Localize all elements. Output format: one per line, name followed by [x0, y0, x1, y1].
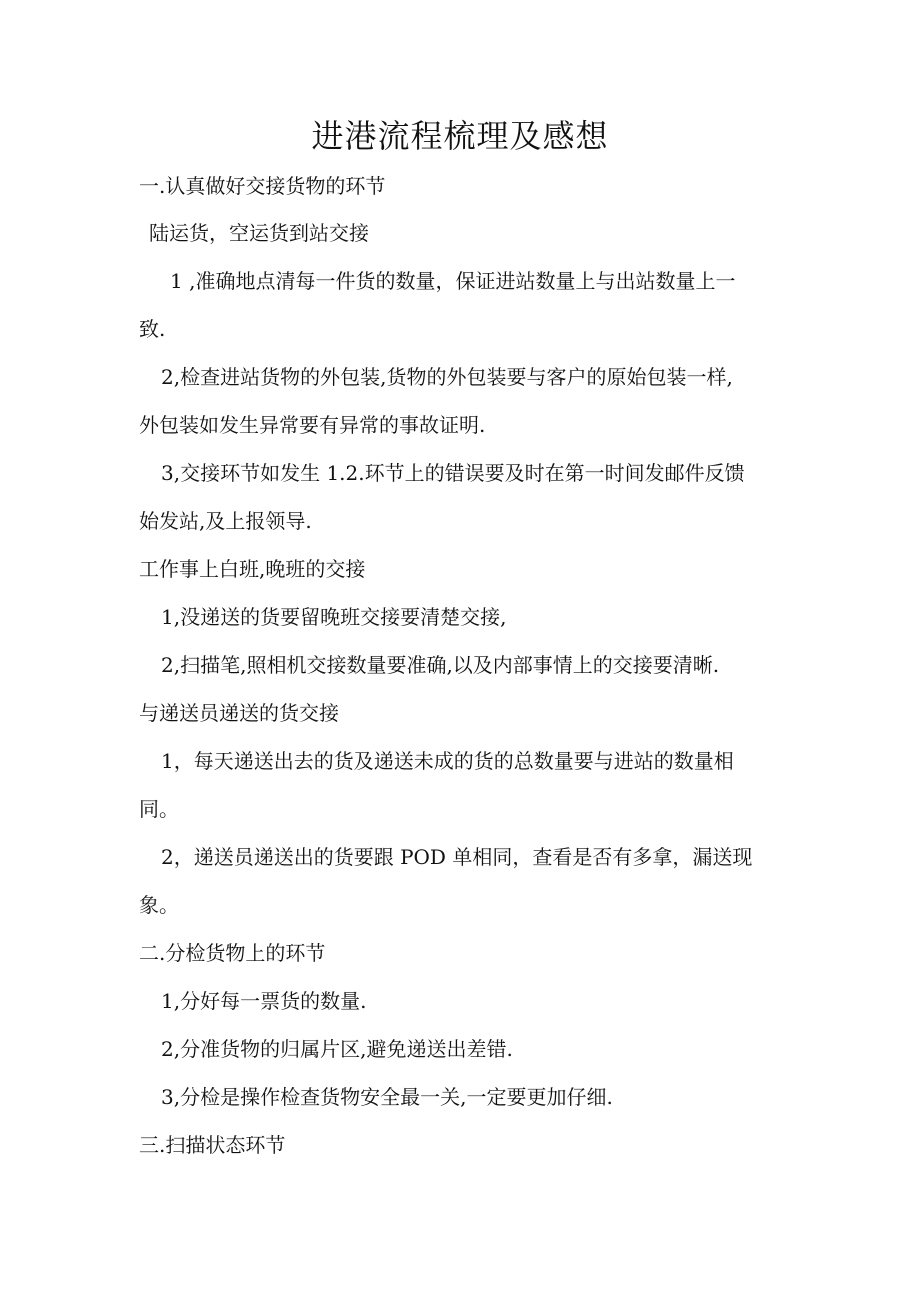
list-item: 3,交接环节如发生 1.2.环节上的错误要及时在第一时间发邮件反馈 [161, 461, 745, 485]
page-title: 进港流程梳理及感想 [311, 117, 609, 155]
section-heading-2: 二.分检货物上的环节 [139, 941, 326, 965]
list-item-continuation: 始发站,及上报领导. [139, 509, 312, 533]
list-item-continuation: 外包装如发生异常要有异常的事故证明. [139, 413, 486, 437]
list-item: 1，每天递送出去的货及递送未成的货的总数量要与进站的数量相 [161, 749, 734, 773]
list-item: 1 ,准确地点清每一件货的数量，保证进站数量上与出站数量上一 [170, 269, 736, 293]
list-item: 2,分准货物的归属片区,避免递送出差错. [161, 1037, 513, 1061]
subsection-heading: 陆运货，空运货到站交接 [149, 221, 369, 245]
section-heading-1: 一.认真做好交接货物的环节 [139, 174, 386, 198]
list-item: 1,没递送的货要留晚班交接要清楚交接, [161, 605, 507, 629]
list-item: 3,分检是操作检查货物安全最一关,一定要更加仔细. [161, 1085, 613, 1109]
subsection-heading: 工作事上白班,晚班的交接 [139, 557, 366, 581]
list-item-continuation: 象。 [139, 893, 179, 917]
list-item: 2,检查进站货物的外包装,货物的外包装要与客户的原始包装一样, [161, 365, 733, 389]
list-item-continuation: 致. [139, 317, 166, 341]
section-heading-3: 三.扫描状态环节 [139, 1133, 286, 1157]
list-item: 2，递送员递送出的货要跟 POD 单相同，查看是否有多拿，漏送现 [161, 845, 753, 869]
list-item: 1,分好每一票货的数量. [161, 989, 367, 1013]
subsection-heading: 与递送员递送的货交接 [139, 701, 339, 725]
list-item: 2,扫描笔,照相机交接数量要准确,以及内部事情上的交接要清晰. [161, 653, 720, 677]
list-item-continuation: 同。 [139, 797, 179, 821]
